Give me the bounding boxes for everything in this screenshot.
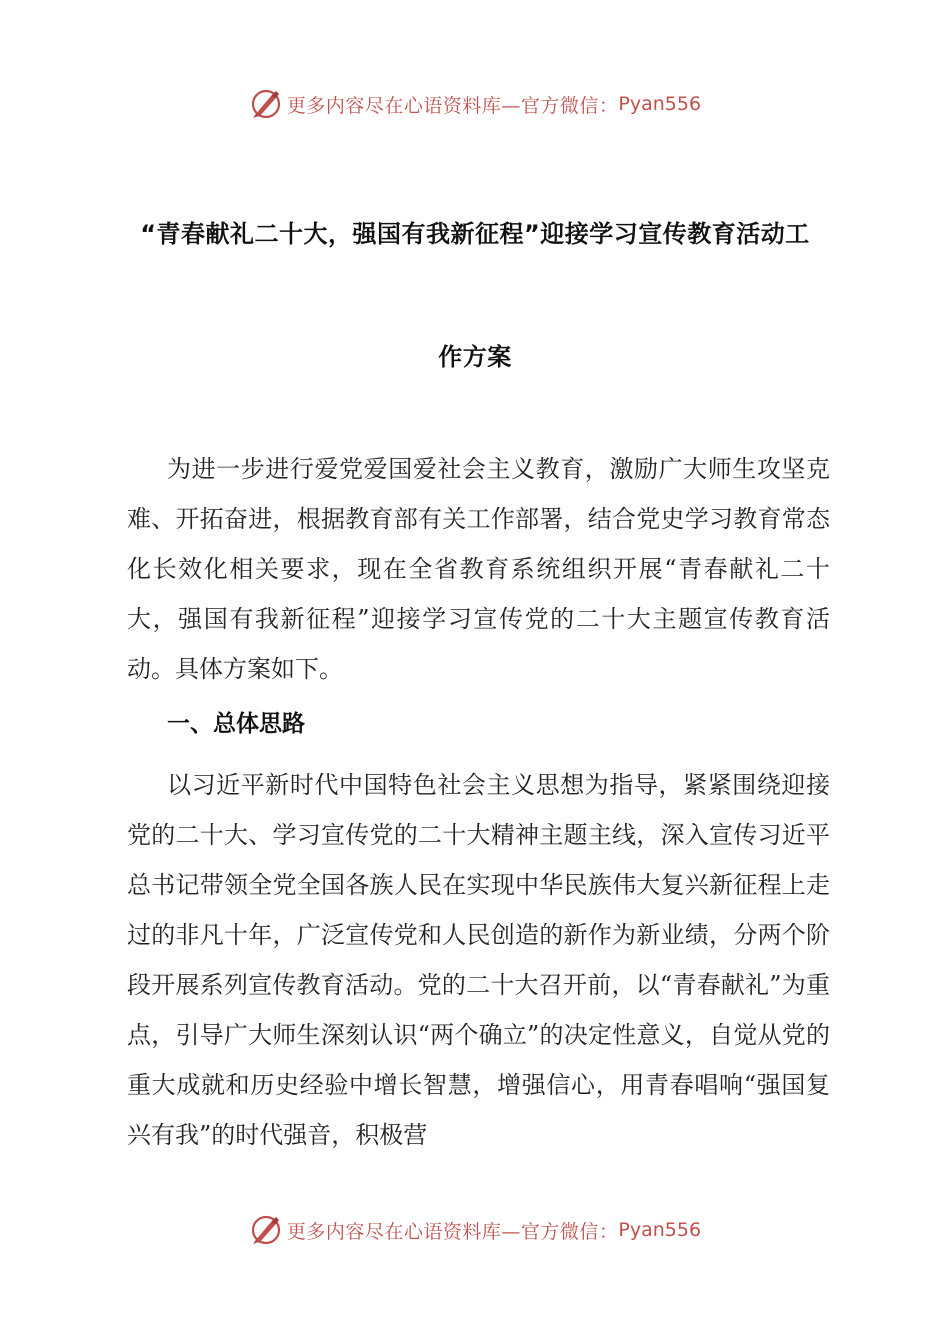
pen-logo-icon	[249, 1213, 283, 1247]
pen-logo-icon	[249, 87, 283, 121]
intro-paragraph-block	[127, 444, 830, 694]
footer-banner	[0, 1210, 950, 1250]
header-banner-wechat-id: Pyan556	[618, 93, 702, 115]
section-1-heading: 一、总体思路	[167, 711, 305, 737]
section-1-paragraph-block	[127, 760, 830, 1160]
footer-banner-wechat-id: Pyan556	[618, 1219, 702, 1241]
document-title-line-2: 作方案	[438, 343, 512, 371]
document-title-line-1: “青春献礼二十大，强国有我新征程”迎接学习宣传教育活动工	[140, 220, 810, 248]
intro-paragraph: 为进一步进行爱党爱国爱社会主义教育，激励广大师生攻坚克难、开拓奋进，根据教育部有关工作部署，结合党史学习教育常态化长效化相关要求，现在全省教育系统组织开展“青春献礼二十大，强国有我新征程”迎接学习宣传党的二十大主题宣传教育活动。具体方案如下。	[127, 455, 830, 683]
footer-banner-text: 更多内容尽在心语资料库—官方微信：	[286, 1220, 619, 1243]
section-1-paragraph: 以习近平新时代中国特色社会主义思想为指导，紧紧围绕迎接党的二十大、学习宣传党的二十大精神主题主线，深入宣传习近平总书记带领全党全国各族人民在实现中华民族伟大复兴新征程上走过的非凡十年，广泛宣传党和人民创造的新作为新业绩，分两个阶段开展系列宣传教育活动。党的二十大召开前，以“青春献礼”为重点，引导广大师生深刻认识“两个确立”的决定性意义，自觉从党的重大成就和历史经验中增长智慧，增强信心，用青春唱响“强国复兴有我”的时代强音，积极营	[127, 771, 830, 1149]
header-banner-text: 更多内容尽在心语资料库—官方微信：	[286, 94, 619, 117]
header-banner	[0, 84, 950, 124]
